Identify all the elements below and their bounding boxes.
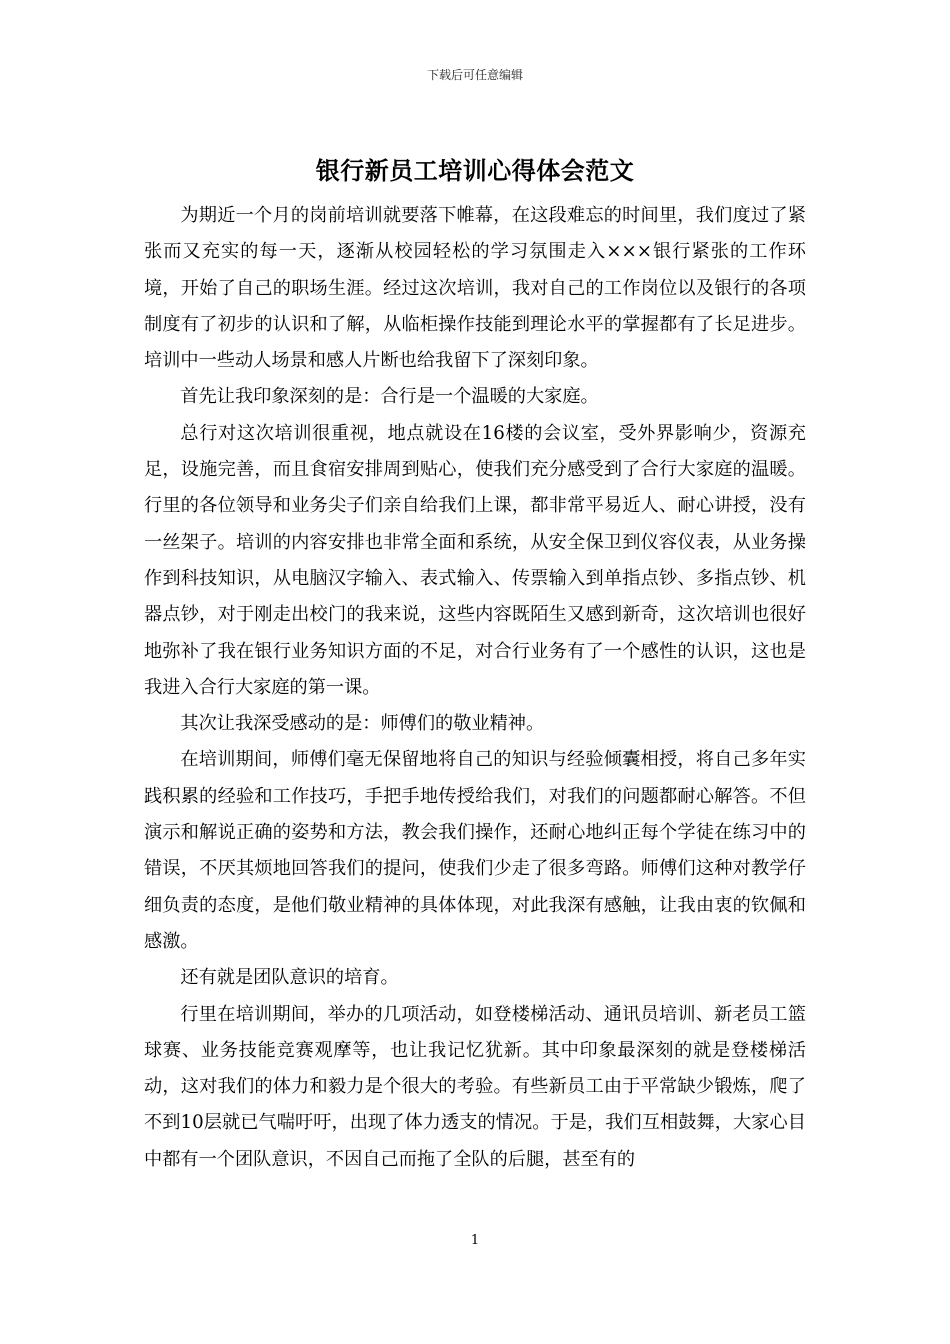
paragraph: 在培训期间，师傅们毫无保留地将自己的知识与经验倾囊相授，将自己多年实践积累的经验和工作技巧，手把手地传授给我们，对我们的问题都耐心解答。不但演示和解说正确的姿势和方法，教会我们操作，还耐心地纠正每个学徒在练习中的错误，不厌其烦地回答我们的提问，使我们少走了很多弯路。师傅们这种对教学仔细负责的态度，是他们敬业精神的具体体现，对此我深有感触，让我由衷的钦佩和感激。 [144,749,806,952]
paragraph: 行里在培训期间，举办的几项活动，如登楼梯活动、通讯员培训、新老员工篮球赛、业务技能竞赛观摩等，也让我记忆犹新。其中印象最深刻的就是登楼梯活动，这对我们的体力和毅力是个很大的考验。有些新员工由于平常缺少锻炼，爬了不到10层就已气喘吁吁，出现了体力透支的情况。于是，我们互相鼓舞，大家心目中都有一个团队意识，不因自己而拖了全队的后腿，甚至有的 [144,1003,806,1170]
document-body [144,198,806,1178]
paragraph: 总行对这次培训很重视，地点就设在16楼的会议室，受外界影响少，资源充足，设施完善，而且食宿安排周到贴心，使我们充分感受到了合行大家庭的温暖。行里的各位领导和业务尖子们亲自给我们上课，都非常平易近人、耐心讲授，没有一丝架子。培训的内容安排也非常全面和系统，从安全保卫到仪容仪表，从业务操作到科技知识，从电脑汉字输入、表式输入、传票输入到单指点钞、多指点钞、机器点钞，对于刚走出校门的我来说，这些内容既陌生又感到新奇，这次培训也很好地弥补了我在银行业务知识方面的不足，对合行业务有了一个感性的认识，这也是我进入合行大家庭的第一课。 [144,422,806,698]
page-number: 1 [470,1233,480,1248]
paragraph: 还有就是团队意识的培育。 [180,967,399,989]
paragraph: 首先让我印象深刻的是：合行是一个温暖的大家庭。 [180,386,599,408]
document-title: 银行新员工培训心得体会范文 [315,156,635,185]
paragraph: 其次让我深受感动的是：师傅们的敬业精神。 [180,713,545,735]
paragraph: 为期近一个月的岗前培训就要落下帷幕，在这段难忘的时间里，我们度过了紧张而又充实的每一天，逐渐从校园轻松的学习氛围走入×××银行紧张的工作环境，开始了自己的职场生涯。经过这次培训，我对自己的工作岗位以及银行的各项制度有了初步的认识和了解，从临柜操作技能到理论水平的掌握都有了长足进步。培训中一些动人场景和感人片断也给我留下了深刻印象。 [144,205,806,372]
page-header: 下载后可任意编辑 [426,68,523,82]
